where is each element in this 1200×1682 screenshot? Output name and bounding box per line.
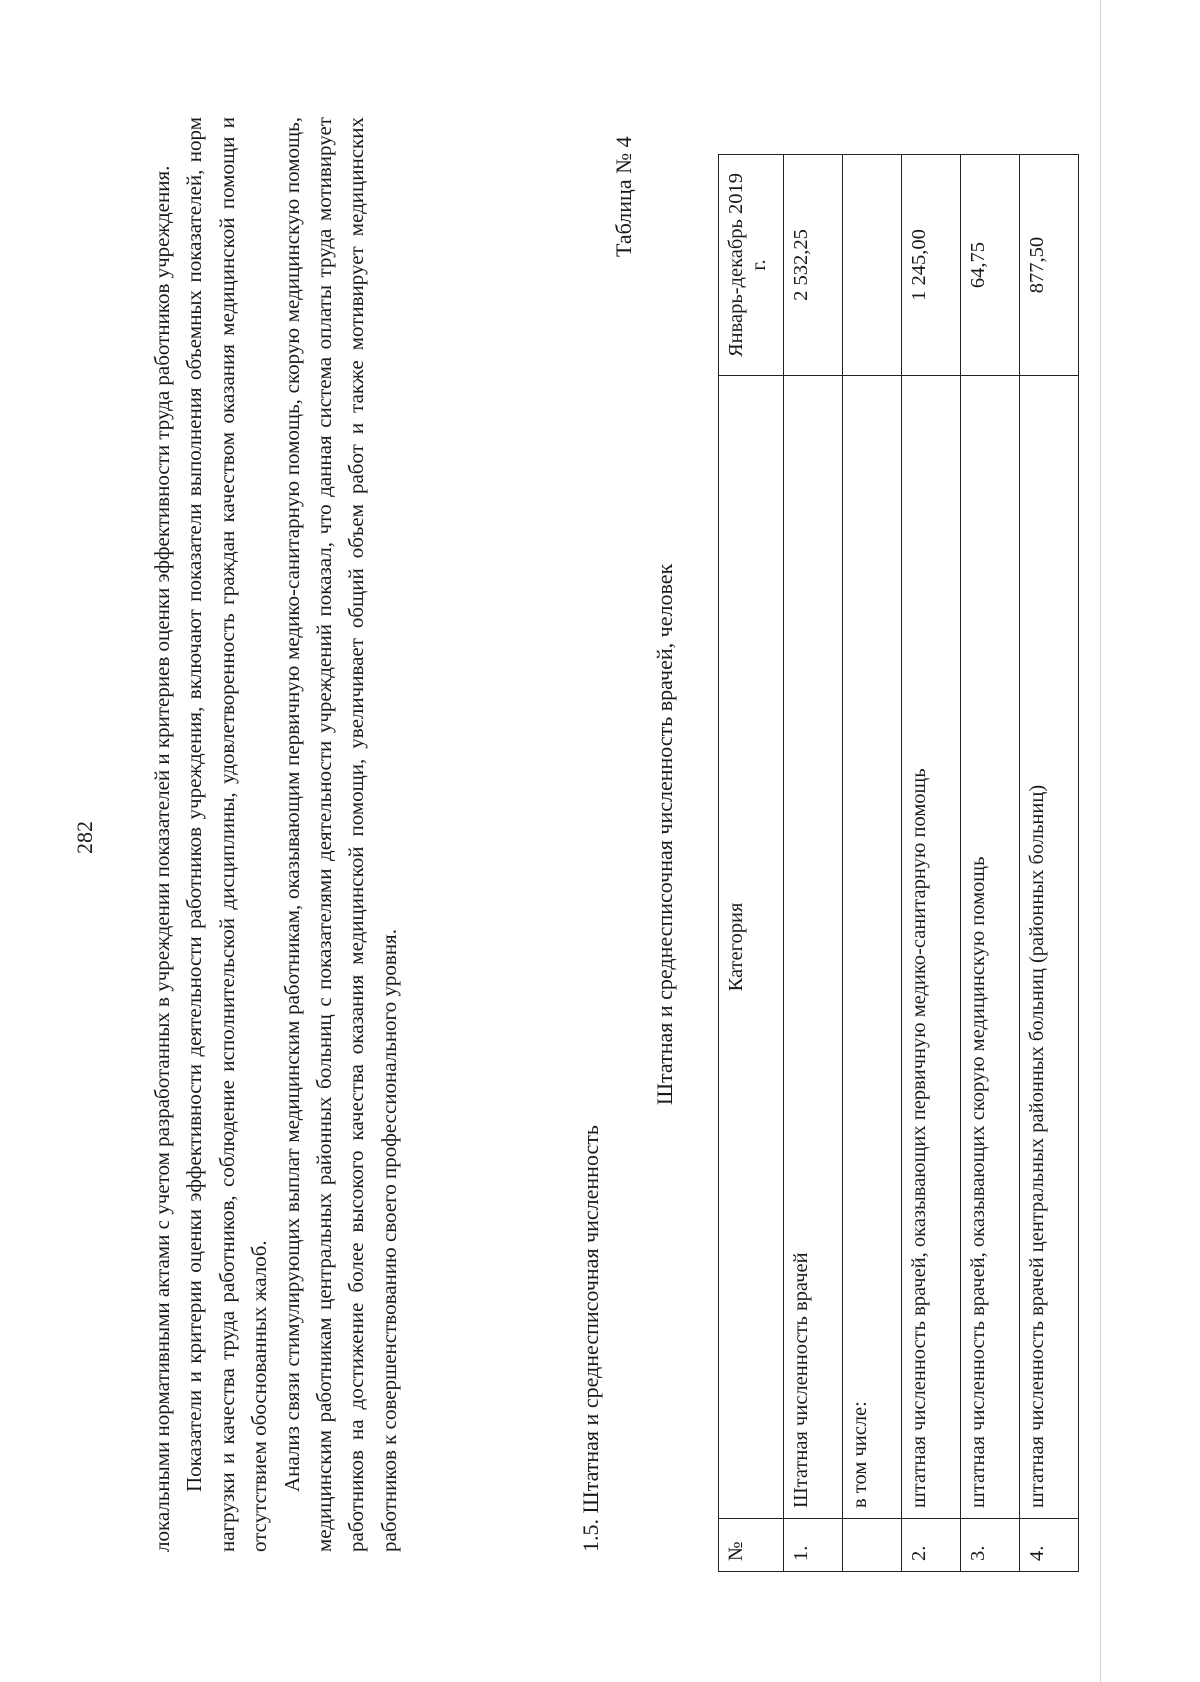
table-row — [902, 155, 961, 1572]
body-text — [146, 117, 405, 1552]
section-heading: 1.5. Штатная и среднесписочная численность — [578, 1125, 603, 1552]
scan-edge-line — [1100, 0, 1101, 1682]
row-category: штатная численность врачей, оказывающих скорую медицинскую помощь — [961, 376, 1020, 1519]
row-category: Штатная численность врачей — [784, 376, 843, 1519]
row-value: 64,75 — [961, 155, 1020, 376]
row-category: в том числе: — [843, 376, 902, 1519]
header-period: Январь-декабрь 2019 г. — [719, 155, 784, 376]
table-number: Таблица № 4 — [611, 136, 636, 257]
row-num: 4. — [1020, 1519, 1079, 1572]
row-num: 3. — [961, 1519, 1020, 1572]
table-row — [843, 155, 902, 1572]
header-num: № — [719, 1519, 784, 1572]
table-title: Штатная и среднесписочная численность врачей, человек — [652, 563, 677, 1106]
table-row — [784, 155, 843, 1572]
table-row — [1020, 155, 1079, 1572]
page-number: 282 — [72, 821, 97, 854]
paragraph: Показатели и критерии оценки эффективности деятельности работников учреждения, включают показатели выполнения объемных показателей, норм нагрузки и качества труда работников, соблюдение исполнительской дисциплины, удовлетворенность граждан качеством оказания медицинской помощи и отсутствием обоснованных жалоб. — [182, 117, 272, 1552]
row-value — [843, 155, 902, 376]
row-num — [843, 1519, 902, 1572]
table-header-row — [719, 155, 784, 1572]
row-num: 1. — [784, 1519, 843, 1572]
row-value: 2 532,25 — [784, 155, 843, 376]
staff-table — [718, 154, 1079, 1572]
row-value: 877,50 — [1020, 155, 1079, 376]
paragraph: локальными нормативными актами с учетом разработанных в учреждении показателей и критериев оценки эффективности труда работников учреждения. — [150, 165, 174, 1552]
row-category: штатная численность врачей центральных районных больниц (районных больниц) — [1020, 376, 1079, 1519]
row-category: штатная численность врачей, оказывающих первичную медико-санитарную помощь — [902, 376, 961, 1519]
row-num: 2. — [902, 1519, 961, 1572]
table-row — [961, 155, 1020, 1572]
header-category: Категория — [719, 376, 784, 1519]
row-value: 1 245,00 — [902, 155, 961, 376]
paragraph: Анализ связи стимулирующих выплат медицинским работникам, оказывающим первичную медико-санитарную помощь, скорую медицинскую помощь, медицинским работникам центральных районных больниц с показателями деятельности учреждений показал, что данная система оплаты труда мотивирует работников на достижение более высокого качества оказания медицинской помощи, увеличивает общий объем работ и также мотивирует медицинских работников к совершенствованию своего профессионального уровня. — [279, 117, 401, 1552]
